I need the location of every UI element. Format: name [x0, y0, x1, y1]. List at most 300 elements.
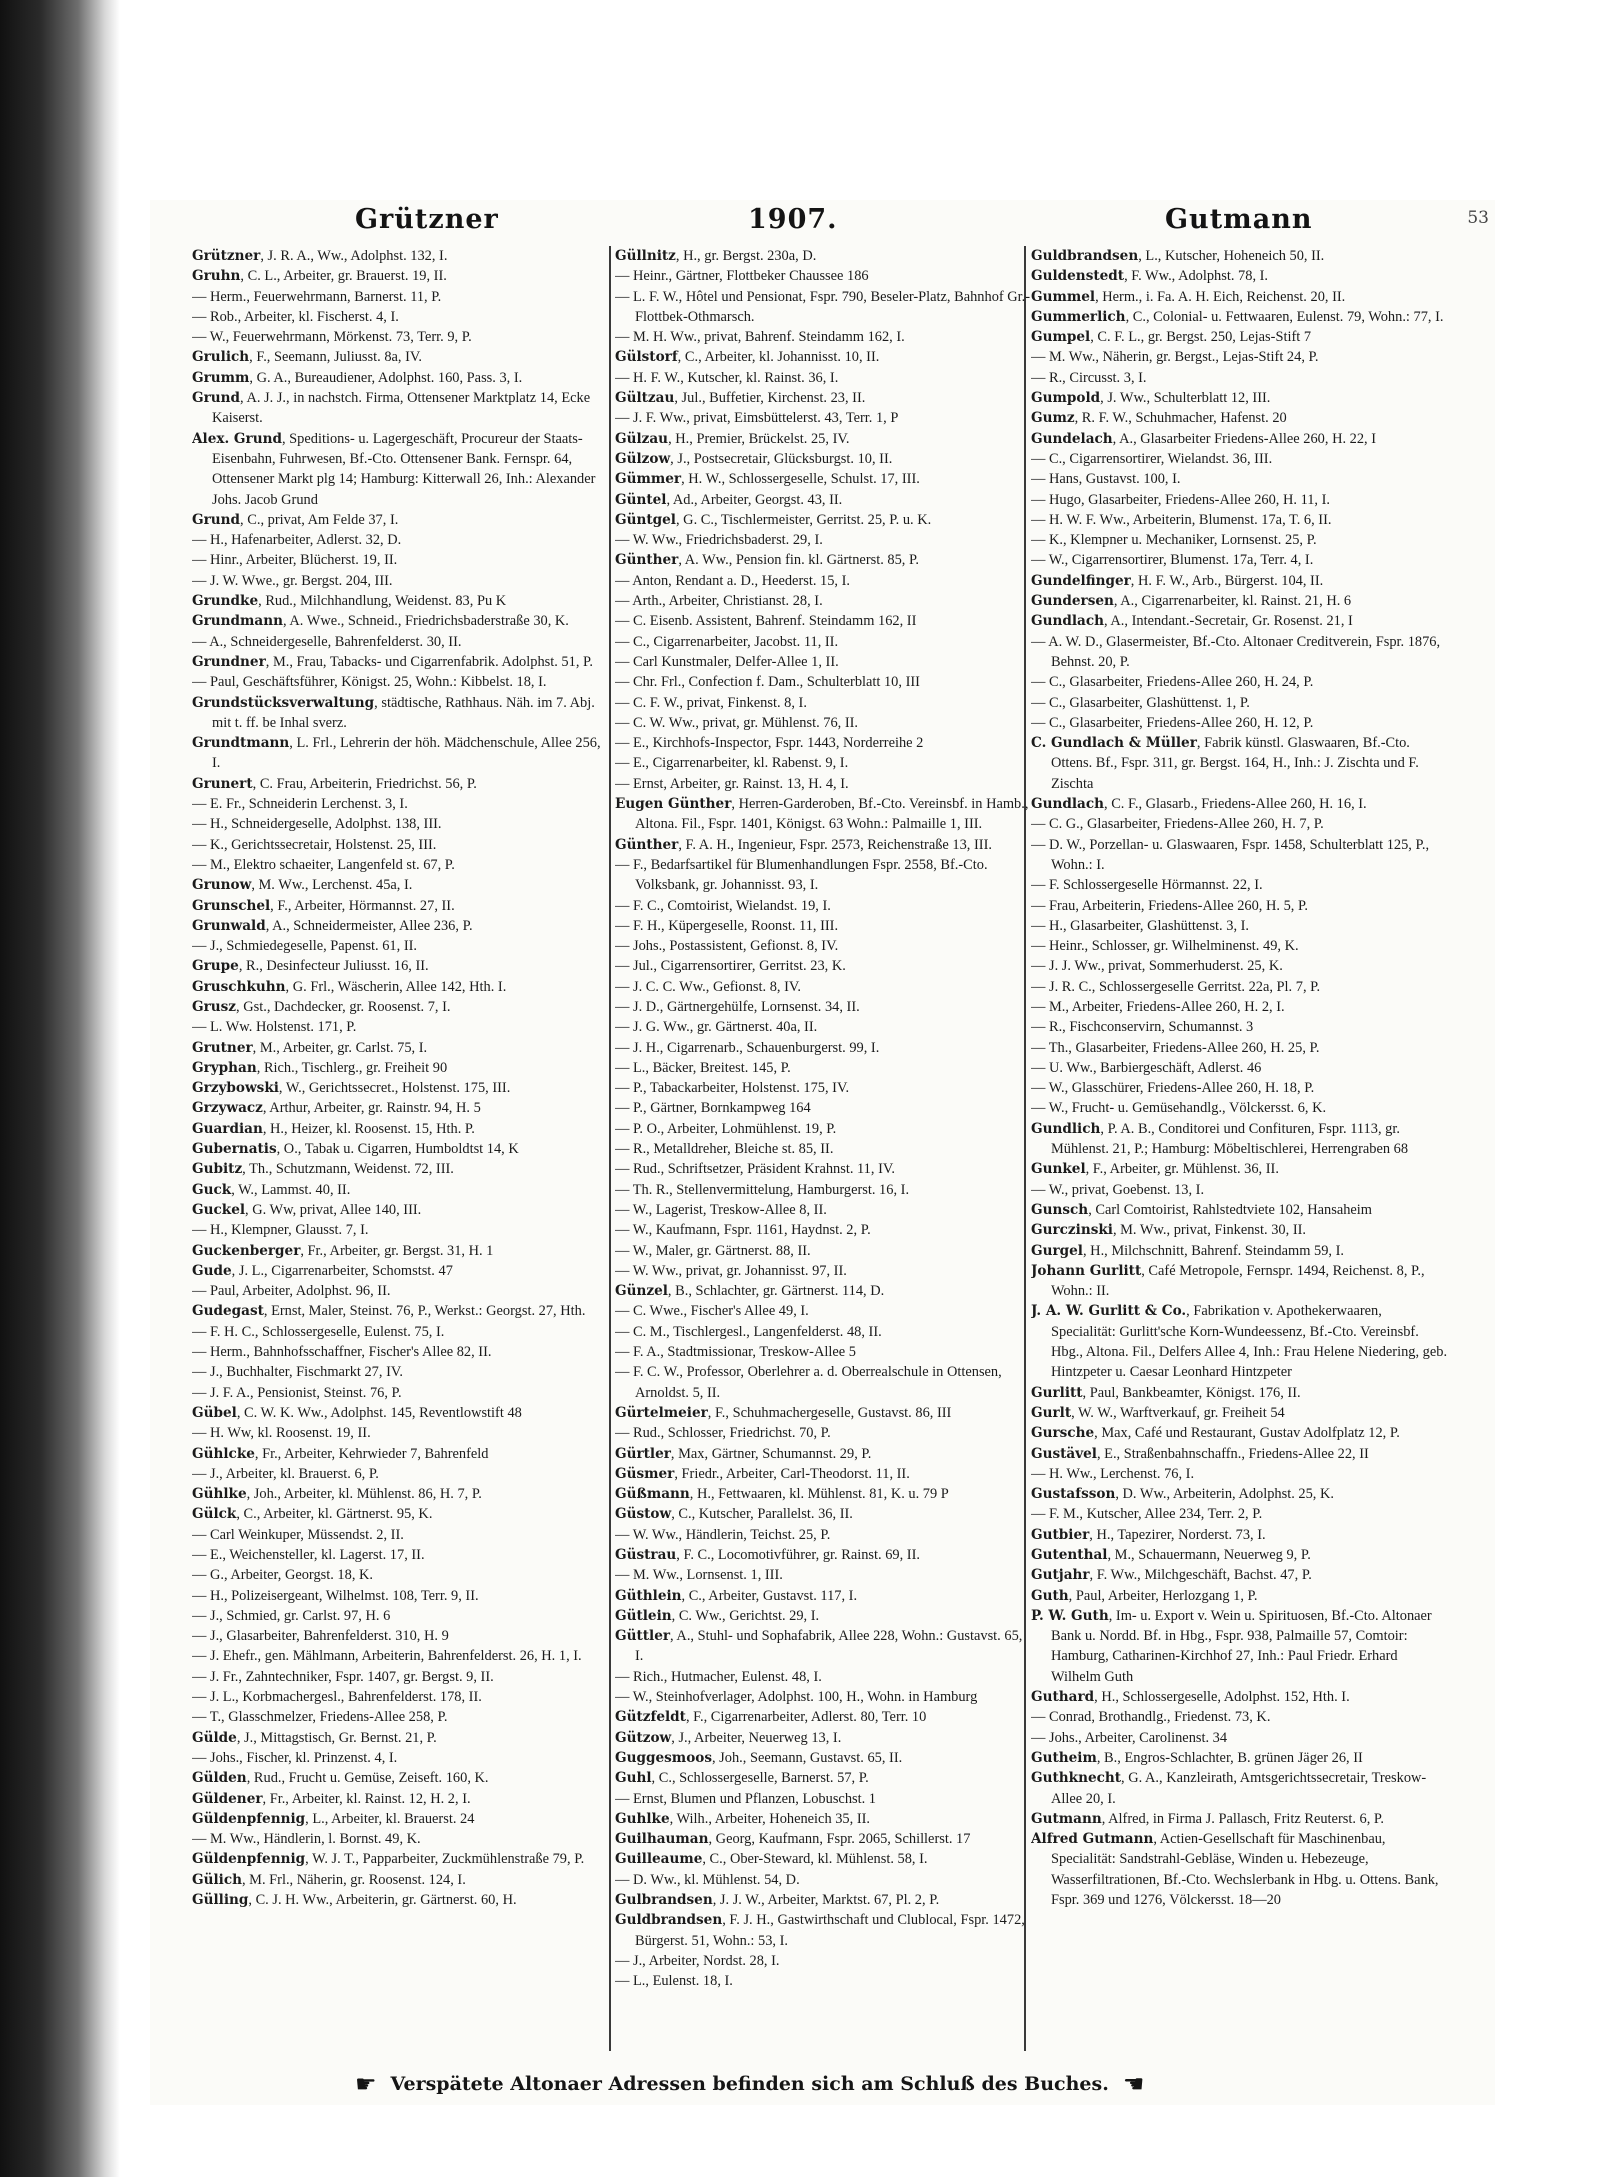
entry-details: , A. J. J., in nachstch. Firma, Ottensener Marktplatz 14, Ecke Kaiserst.	[212, 390, 591, 427]
entry-details: — W. Ww., Händlerin, Teichst. 25, P.	[615, 1526, 831, 1543]
directory-entry	[192, 1809, 610, 1829]
entry-details: , W. W., Warftverkauf, gr. Freiheit 54	[1071, 1404, 1285, 1421]
entry-details: , M., Schauermann, Neuerweg 9, P.	[1107, 1547, 1311, 1563]
directory-entry	[1031, 1586, 1449, 1606]
entry-details: , C. F. L., gr. Bergst. 250, Lejas-Stift 7	[1090, 329, 1312, 346]
entry-details: , Carl Comtoirist, Rahlstedtviete 102, Hansaheim	[1088, 1201, 1372, 1218]
directory-entry	[1031, 1504, 1449, 1524]
entry-details: , Café Metropole, Fernspr. 1494, Reichenst. 8, P., Wohn.: II.	[1051, 1262, 1425, 1300]
entry-details: , Georg, Kaufmann, Fspr. 2065, Schillerst. 17	[708, 1831, 971, 1848]
entry-details: , Arthur, Arbeiter, gr. Rainstr. 94, H. 5	[262, 1100, 481, 1117]
entry-details: — L., Eulenst. 18, I.	[615, 1973, 733, 1990]
directory-entry	[615, 1261, 1033, 1281]
entry-details: — Th. R., Stellenvermittelung, Hamburgerst. 16, I.	[615, 1181, 910, 1198]
directory-entry	[192, 1342, 610, 1362]
entry-name: Guthard	[1031, 1689, 1095, 1706]
entry-details: , J., Mittagstisch, Gr. Bernst. 21, P.	[236, 1729, 437, 1746]
entry-details: — Hugo, Glasarbeiter, Friedens-Allee 260, H. 11, I.	[1031, 491, 1331, 508]
entry-name: Alfred Gutmann	[1031, 1831, 1154, 1848]
entry-details: , W., Lammst. 40, II.	[231, 1181, 351, 1198]
directory-entry	[1031, 1220, 1449, 1240]
directory-entry	[1031, 713, 1449, 733]
directory-entry	[615, 1444, 1033, 1464]
directory-entry	[192, 1464, 610, 1484]
entry-name: Grundke	[192, 593, 259, 610]
entry-details: , Fabrik künstl. Glaswaaren, Bf.-Cto. Ottens. Bf., Fspr. 311, gr. Bergst. 164, H., Inh.: J. Zischta und F. Zischta	[1051, 735, 1419, 792]
entry-details: — W. Ww., privat, gr. Johannisst. 97, II.	[615, 1262, 847, 1279]
column-3	[1031, 246, 1449, 2056]
entry-details: , R., Desinfecteur Juliusst. 16, II.	[238, 958, 429, 975]
entry-details: , J. L., Cigarrenarbeiter, Schomstst. 47	[231, 1262, 453, 1279]
directory-entry	[192, 429, 610, 510]
entry-name: Güldenpfennig	[192, 1851, 306, 1868]
directory-entry	[615, 490, 1033, 510]
directory-entry	[615, 1667, 1033, 1687]
entry-details: — E., Kirchhofs-Inspector, Fspr. 1443, Norderreihe 2	[615, 735, 924, 752]
entry-details: , L., Arbeiter, kl. Brauerst. 24	[305, 1810, 475, 1827]
entry-details: , F., Seemann, Juliusst. 8a, IV.	[249, 349, 423, 366]
entry-details: — C., Glasarbeiter, Friedens-Allee 260, H. 24, P.	[1031, 674, 1314, 691]
directory-entry	[1031, 246, 1449, 266]
directory-entry	[192, 1261, 610, 1281]
directory-entry	[615, 1159, 1033, 1179]
directory-entry	[615, 287, 1033, 328]
entry-name: Gummerlich	[1031, 308, 1126, 325]
entry-name: Grzywacz	[192, 1100, 263, 1117]
directory-entry	[192, 550, 610, 570]
entry-details: , W. J. T., Papparbeiter, Zuckmühlenstraße 79, P.	[305, 1851, 585, 1868]
entry-details: — Th., Glasarbeiter, Friedens-Allee 260, H. 25, P.	[1031, 1039, 1320, 1056]
entry-details: — F. H. C., Schlossergeselle, Eulenst. 75, I.	[192, 1323, 445, 1340]
entry-details: — W., privat, Goebenst. 13, I.	[1031, 1181, 1205, 1198]
entry-details: , Fr., Arbeiter, gr. Bergst. 31, H. 1	[300, 1242, 494, 1259]
entry-name: Gürtelmeier	[615, 1404, 708, 1421]
entry-name: Güllnitz	[615, 248, 676, 264]
entry-details: , Friedr., Arbeiter, Carl-Theodorst. 11, II.	[674, 1465, 910, 1482]
directory-entry	[192, 347, 610, 367]
pointing-hand-icon: ☚	[1122, 2070, 1145, 2098]
entry-details: — Rich., Hutmacher, Eulenst. 48, I.	[615, 1668, 822, 1685]
entry-name: Güstrau	[615, 1547, 677, 1563]
entry-details: , A. Wwe., Schneid., Friedrichsbaderstraße 30, K.	[283, 613, 569, 630]
directory-entry	[192, 530, 610, 550]
directory-entry	[1031, 1748, 1449, 1768]
entry-name: Gundelach	[1031, 430, 1113, 447]
entry-details: , F. Ww., Adolphst. 78, I.	[1124, 268, 1269, 285]
entry-name: Gunsch	[1031, 1201, 1089, 1218]
directory-entry	[192, 896, 610, 916]
directory-entry	[192, 611, 610, 631]
entry-details: , C. Frau, Arbeiterin, Friedrichst. 56, P.	[252, 775, 477, 792]
page-number: 53	[1467, 208, 1489, 228]
entry-name: Gürtler	[615, 1445, 671, 1462]
entry-name: Gützfeldt	[615, 1709, 686, 1726]
entry-details: , C., Arbeiter, kl. Johannisst. 10, II.	[677, 349, 880, 366]
directory-entry	[192, 632, 610, 652]
directory-entry	[1031, 1829, 1449, 1910]
entry-name: Grützner	[192, 248, 261, 264]
entry-details: — J. J. Ww., privat, Sommerhuderst. 25, K.	[1031, 958, 1283, 975]
entry-details: — M., Elektro schaeiter, Langenfeld st. 67, P.	[192, 856, 455, 873]
directory-entry	[615, 591, 1033, 611]
entry-name: Gurlitt	[1031, 1384, 1083, 1401]
entry-name: Guth	[1031, 1587, 1069, 1604]
directory-entry	[615, 1504, 1033, 1524]
directory-entry	[192, 1890, 610, 1910]
entry-details: , J., Postsecretair, Glücksburgst. 10, II.	[670, 450, 893, 467]
entry-details: — F. H., Küpergeselle, Roonst. 11, III.	[615, 917, 839, 934]
entry-details: — R., Fischconservirn, Schumannst. 3	[1031, 1019, 1254, 1036]
entry-details: — Hinr., Arbeiter, Blücherst. 19, II.	[192, 552, 398, 569]
directory-entry	[615, 1687, 1033, 1707]
entry-details: , G. A., Bureaudiener, Adolphst. 160, Pass. 3, I.	[249, 369, 523, 386]
directory-entry	[192, 1829, 610, 1849]
directory-entry	[192, 1870, 610, 1890]
directory-entry	[1031, 1098, 1449, 1118]
entry-details: — R., Circusst. 3, I.	[1031, 369, 1147, 386]
entry-details: — H. W. F. Ww., Arbeiterin, Blumenst. 17a, T. 6, II.	[1031, 511, 1332, 528]
entry-details: , H., Tapezirer, Norderst. 73, I.	[1089, 1526, 1266, 1543]
entry-name: Eugen Günther	[615, 796, 732, 813]
directory-entry	[192, 388, 610, 429]
entry-name: Grundmann	[192, 613, 284, 630]
scan-edge	[0, 0, 120, 2177]
directory-entry	[615, 835, 1033, 855]
entry-name: Gulbrandsen	[615, 1892, 713, 1909]
entry-name: Gützow	[615, 1729, 672, 1746]
directory-entry	[615, 1768, 1033, 1788]
directory-entry	[1031, 1017, 1449, 1037]
entry-details: , R. F. W., Schuhmacher, Hafenst. 20	[1074, 410, 1287, 427]
entry-name: Gurgel	[1031, 1242, 1083, 1259]
directory-entry	[1031, 1261, 1449, 1302]
directory-entry	[615, 1058, 1033, 1078]
entry-details: , W., Gerichtssecret., Holstenst. 175, III.	[278, 1080, 511, 1097]
entry-details: — C., Glasarbeiter, Glashüttenst. 1, P.	[1031, 694, 1250, 711]
directory-entry	[192, 1484, 610, 1504]
directory-entry	[1031, 307, 1449, 327]
directory-entry	[192, 1017, 610, 1037]
entry-details: , Ernst, Maler, Steinst. 76, P., Werkst.: Georgst. 27, Hth.	[263, 1303, 586, 1320]
directory-entry	[1031, 1565, 1449, 1585]
entry-details: , H., Premier, Brückelst. 25, IV.	[668, 430, 850, 447]
entry-name: Gurlt	[1031, 1404, 1072, 1421]
directory-entry	[615, 1525, 1033, 1545]
entry-details: — W., Frucht- u. Gemüsehandlg., Völckersst. 6, K.	[1031, 1100, 1327, 1117]
directory-entry	[192, 1281, 610, 1301]
entry-details: , H., Fettwaaren, kl. Mühlenst. 81, K. u. 79 P	[689, 1486, 949, 1503]
entry-details: — J. L., Korbmachergesl., Bahrenfelderst. 178, II.	[192, 1689, 482, 1706]
directory-entry	[192, 327, 610, 347]
entry-details: , F. J. H., Gastwirthschaft und Clublocal, Fspr. 1472, Bürgerst. 51, Wohn.: 53, I.	[635, 1912, 1025, 1949]
entry-details: — W., Steinhofverlager, Adolphst. 100, H., Wohn. in Hamburg	[615, 1689, 978, 1706]
entry-name: Gundlach	[1031, 613, 1105, 630]
directory-entry	[615, 774, 1033, 794]
entry-details: , städtische, Rathhaus. Näh. im 7. Abj. mit t. ff. be Inhal sverz.	[212, 694, 595, 731]
entry-details: — H. F. W., Kutscher, kl. Rainst. 36, I.	[615, 369, 839, 386]
entry-name: Guckel	[192, 1201, 246, 1218]
entry-name: Gustävel	[1031, 1445, 1097, 1462]
directory-entry	[1031, 814, 1449, 834]
entry-details: , C., Kutscher, Parallelst. 36, II.	[671, 1506, 853, 1523]
directory-entry	[1031, 571, 1449, 591]
entry-details: — J. D., Gärtnergehülfe, Lornsenst. 34, II.	[615, 998, 860, 1015]
entry-details: , Rud., Frucht u. Gemüse, Zeiseft. 160, K.	[246, 1770, 489, 1787]
pointing-hand-icon: ☛	[355, 2070, 377, 2098]
entry-details: — J. F. Ww., privat, Eimsbüttelerst. 43, Terr. 1, P	[615, 410, 899, 427]
directory-entry	[1031, 693, 1449, 713]
entry-details: — L., Bäcker, Breitest. 145, P.	[615, 1059, 791, 1076]
entry-name: Gruhn	[192, 268, 241, 285]
entry-name: Gülck	[192, 1506, 237, 1523]
entry-name: Güldenpfennig	[192, 1810, 306, 1827]
entry-details: , C., Arbeiter, kl. Gärtnerst. 95, K.	[236, 1506, 433, 1523]
directory-entry	[1031, 1180, 1449, 1200]
directory-entry	[615, 896, 1033, 916]
entry-name: Güldener	[192, 1790, 263, 1807]
directory-entry	[615, 977, 1033, 997]
entry-name: Gülden	[192, 1770, 247, 1787]
entry-details: — L. Ww. Holstenst. 171, P.	[192, 1019, 357, 1036]
entry-name: Güßmann	[615, 1486, 690, 1503]
entry-name: Gursche	[1031, 1425, 1095, 1442]
directory-entry	[192, 1687, 610, 1707]
entry-details: , F., Schuhmachergeselle, Gustavst. 86, III	[707, 1404, 952, 1421]
entry-name: Gustafsson	[1031, 1486, 1116, 1503]
entry-name: Gundlach	[1031, 796, 1105, 813]
entry-details: , H., Heizer, kl. Roosenst. 15, Hth. P.	[262, 1120, 475, 1137]
directory-entry	[615, 388, 1033, 408]
entry-details: , J., Arbeiter, Neuerweg 13, I.	[671, 1729, 842, 1746]
entry-details: , C., privat, Am Felde 37, I.	[240, 511, 399, 528]
entry-name: Guck	[192, 1181, 232, 1198]
entry-name: Gunkel	[1031, 1161, 1086, 1178]
entry-details: — L. F. W., Hôtel und Pensionat, Fspr. 790, Beseler-Platz, Bahnhof Gr.-Flottbek-Othmarsch.	[615, 288, 1031, 325]
directory-entry	[192, 246, 610, 266]
entry-name: Gutjahr	[1031, 1567, 1090, 1584]
entry-name: Grusz	[192, 998, 237, 1015]
entry-details: , Joh., Seemann, Gustavst. 65, II.	[711, 1749, 903, 1766]
entry-details: — C., Cigarrensortirer, Wielandst. 36, III.	[1031, 450, 1273, 467]
entry-details: — C. G., Glasarbeiter, Friedens-Allee 260, H. 7, P.	[1031, 816, 1324, 833]
directory-entry	[615, 916, 1033, 936]
directory-entry	[615, 550, 1033, 570]
directory-entry	[615, 1849, 1033, 1869]
entry-name: Guhl	[615, 1770, 652, 1787]
entry-details: , E., Straßenbahnschaffn., Friedens-Allee 22, II	[1096, 1445, 1369, 1462]
entry-name: Guilhauman	[615, 1831, 709, 1848]
directory-entry	[1031, 266, 1449, 286]
entry-details: , C. J. H. Ww., Arbeiterin, gr. Gärtnerst. 60, H.	[248, 1892, 517, 1909]
directory-entry	[615, 956, 1033, 976]
directory-entry	[192, 875, 610, 895]
entry-details: — Rud., Schriftsetzer, Präsident Krahnst. 11, IV.	[615, 1161, 895, 1178]
directory-entry	[192, 1403, 610, 1423]
directory-entry	[615, 571, 1033, 591]
directory-entry	[1031, 611, 1449, 631]
directory-entry	[615, 1545, 1033, 1565]
directory-entry	[615, 794, 1033, 835]
entry-details: — Rud., Schlosser, Friedrichst. 70, P.	[615, 1425, 831, 1442]
entry-details: , F., Cigarrenarbeiter, Adlerst. 80, Terr. 10	[685, 1709, 927, 1726]
entry-details: , J. R. A., Ww., Adolphst. 132, I.	[260, 248, 448, 264]
entry-details: , F. A. H., Ingenieur, Fspr. 2573, Reichenstraße 13, III.	[678, 836, 992, 853]
directory-entry	[1031, 1200, 1449, 1220]
directory-entry	[1031, 916, 1449, 936]
directory-entry	[615, 1220, 1033, 1240]
entry-details: — Ernst, Arbeiter, gr. Rainst. 13, H. 4, I.	[615, 775, 849, 792]
entry-details: , Fabrikation v. Apothekerwaaren, Specialität: Gurlitt'sche Korn-Wundeessenz, Bf.-Cto. Vereinsbf. Hbg., Altona. Fil., Delfers Allee 4, Inh.: Frau Helene Niedering, geb. Hintzpeter u. Caesar Leonhard Hintzpeter	[1051, 1303, 1448, 1381]
entry-details: , Max, Café und Restaurant, Gustav Adolfplatz 12, P.	[1094, 1425, 1400, 1442]
directory-entry	[192, 1301, 610, 1321]
entry-details: — Carl Kunstmaler, Delfer-Allee 1, II.	[615, 653, 839, 670]
directory-entry	[1031, 408, 1449, 428]
entry-details: — J., Schmiedegeselle, Papenst. 61, II.	[192, 938, 418, 955]
entry-details: — W., Lagerist, Treskow-Allee 8, II.	[615, 1201, 827, 1218]
directory-entry	[192, 672, 610, 692]
directory-entry	[1031, 591, 1449, 611]
directory-entry	[1031, 1687, 1449, 1707]
entry-details: , Joh., Arbeiter, kl. Mühlenst. 86, H. 7, P.	[246, 1486, 482, 1503]
entry-name: Gülzow	[615, 450, 671, 467]
entry-details: , G. Ww, privat, Allee 140, III.	[245, 1201, 422, 1218]
header-right-keyword: Gutmann	[1165, 204, 1313, 235]
directory-entry	[615, 1829, 1033, 1849]
directory-entry	[192, 814, 610, 834]
directory-entry	[192, 1849, 610, 1869]
entry-name: Guardian	[192, 1120, 263, 1137]
entry-details: , C. L., Arbeiter, gr. Brauerst. 19, II.	[240, 268, 447, 285]
directory-entry	[615, 693, 1033, 713]
entry-name: Gubitz	[192, 1161, 243, 1178]
entry-name: Grunert	[192, 775, 253, 792]
directory-entry	[615, 368, 1033, 388]
directory-entry	[1031, 835, 1449, 876]
entry-details: — J., Glasarbeiter, Bahrenfelderst. 310, H. 9	[192, 1628, 449, 1645]
entry-name: Gutbier	[1031, 1526, 1090, 1543]
directory-entry	[1031, 672, 1449, 692]
entry-name: Gumpold	[1031, 390, 1101, 407]
entry-details: — R., Metalldreher, Bleiche st. 85, II.	[615, 1141, 834, 1158]
directory-entry	[615, 1626, 1033, 1667]
entry-name: Gryphan	[192, 1059, 257, 1076]
entry-details: — Herm., Feuerwehrmann, Barnerst. 11, P.	[192, 288, 442, 305]
directory-entry	[615, 1707, 1033, 1727]
entry-details: , O., Tabak u. Cigarren, Humboldtst 14, K	[276, 1141, 519, 1158]
directory-entry	[615, 652, 1033, 672]
directory-entry	[1031, 1241, 1449, 1261]
directory-entry	[192, 1586, 610, 1606]
entry-details: , Rud., Milchhandlung, Weidenst. 83, Pu K	[258, 593, 507, 610]
entry-name: Grunschel	[192, 897, 271, 914]
entry-details: — C. F. W., privat, Finkenst. 8, I.	[615, 694, 807, 711]
entry-details: — J., Buchhalter, Fischmarkt 27, IV.	[192, 1364, 403, 1381]
directory-entry	[1031, 530, 1449, 550]
directory-entry	[192, 1768, 610, 1788]
entry-name: Guggesmoos	[615, 1749, 712, 1766]
entry-details: — J. Ehefr., gen. Mählmann, Arbeiterin, Bahrenfelderst. 26, H. 1, I.	[192, 1648, 582, 1665]
entry-details: — P., Tabackarbeiter, Holstenst. 175, IV.	[615, 1080, 850, 1097]
directory-entry	[615, 469, 1033, 489]
directory-entry	[192, 571, 610, 591]
directory-entry	[192, 368, 610, 388]
entry-details: , B., Engros-Schlachter, B. grünen Jäger 26, II	[1096, 1749, 1363, 1766]
directory-entry	[192, 1748, 610, 1768]
entry-name: Guldbrandsen	[1031, 248, 1139, 264]
directory-entry	[192, 835, 610, 855]
entry-details: — J. C. C. Ww., Gefionst. 8, IV.	[615, 978, 802, 995]
entry-name: Grzybowski	[192, 1080, 279, 1097]
page-footer	[355, 2068, 1315, 2100]
directory-entry	[1031, 368, 1449, 388]
entry-details: — J., Arbeiter, Nordst. 28, I.	[615, 1952, 780, 1969]
directory-entry	[1031, 1119, 1449, 1160]
header-left-keyword: Grützner	[355, 204, 499, 235]
entry-details: — P. O., Arbeiter, Lohmühlenst. 19, P.	[615, 1120, 837, 1137]
entry-details: — M. Ww., Näherin, gr. Bergst., Lejas-Stift 24, P.	[1031, 349, 1319, 366]
header-year: 1907.	[748, 204, 838, 235]
directory-entry	[615, 855, 1033, 896]
entry-details: , F. C., Locomotivführer, gr. Rainst. 69, II.	[676, 1547, 920, 1563]
entry-details: , Speditions- u. Lagergeschäft, Procureur der Staats-Eisenbahn, Fuhrwesen, Bf.-Cto. Ottensener Bank. Fernspr. 64, Ottensener Markt plg 14; Hamburg: Kitterwall 26, Inh.: Alexander Johs. Jacob Grund	[212, 430, 596, 508]
entry-name: Gruschkuhn	[192, 978, 286, 995]
directory-entry	[615, 1748, 1033, 1768]
directory-entry	[615, 1870, 1033, 1890]
entry-details: — J. Fr., Zahntechniker, Fspr. 1407, gr. Bergst. 9, II.	[192, 1668, 494, 1685]
entry-name: Guldbrandsen	[615, 1912, 723, 1929]
entry-details: , Jul., Buffetier, Kirchenst. 23, II.	[674, 390, 866, 407]
directory-entry	[1031, 997, 1449, 1017]
entry-details: — W., Cigarrensortirer, Blumenst. 17a, Terr. 4, I.	[1031, 552, 1314, 569]
column-1	[192, 246, 610, 2056]
entry-details: , A., Cigarrenarbeiter, kl. Rainst. 21, H. 6	[1113, 593, 1352, 610]
page-header	[150, 200, 1495, 242]
entry-name: Gummel	[1031, 288, 1096, 305]
directory-entry	[615, 713, 1033, 733]
entry-details: — C. Wwe., Fischer's Allee 49, I.	[615, 1303, 809, 1320]
entry-name: Grunwald	[192, 917, 266, 934]
entry-details: — Herm., Bahnhofsschaffner, Fischer's Allee 82, II.	[192, 1344, 492, 1361]
entry-details: , Paul, Bankbeamter, Königst. 176, II.	[1082, 1384, 1301, 1401]
entry-name: Grundtmann	[192, 735, 290, 752]
entry-name: Gühlcke	[192, 1445, 255, 1462]
directory-entry	[192, 510, 610, 530]
directory-entry	[615, 632, 1033, 652]
entry-details: , Paul, Arbeiter, Herlozgang 1, P.	[1068, 1587, 1258, 1604]
entry-name: Gutenthal	[1031, 1547, 1108, 1563]
directory-entry	[192, 1038, 610, 1058]
directory-entry	[615, 327, 1033, 347]
directory-entry	[1031, 469, 1449, 489]
entry-details: — A. W. D., Glasermeister, Bf.-Cto. Altonaer Creditverein, Fspr. 1876, Behnst. 20, P.	[1031, 633, 1441, 670]
entry-name: Gülzau	[615, 430, 669, 447]
entry-details: , H., Schlossergeselle, Adolphst. 152, Hth. I.	[1094, 1689, 1350, 1706]
entry-details: — Carl Weinkuper, Müssendst. 2, II.	[192, 1526, 404, 1543]
directory-entry	[1031, 1423, 1449, 1443]
entry-details: , A., Intendant.-Secretair, Gr. Rosenst. 21, I	[1104, 613, 1353, 630]
entry-name: Guthknecht	[1031, 1770, 1122, 1787]
entry-name: Günther	[615, 836, 679, 853]
entry-details: — Paul, Geschäftsführer, Königst. 25, Wohn.: Kibbelst. 18, I.	[192, 674, 547, 691]
directory-entry	[1031, 1728, 1449, 1748]
entry-name: Grupe	[192, 958, 239, 975]
entry-details: — E., Cigarrenarbeiter, kl. Rabenst. 9, I.	[615, 755, 849, 772]
entry-details: — Ernst, Blumen und Pflanzen, Lobuschst. 1	[615, 1790, 876, 1807]
directory-entry	[1031, 875, 1449, 895]
directory-entry	[192, 1220, 610, 1240]
directory-entry	[1031, 327, 1449, 347]
entry-details: — F. M., Kutscher, Allee 234, Terr. 2, P.	[1031, 1506, 1263, 1523]
